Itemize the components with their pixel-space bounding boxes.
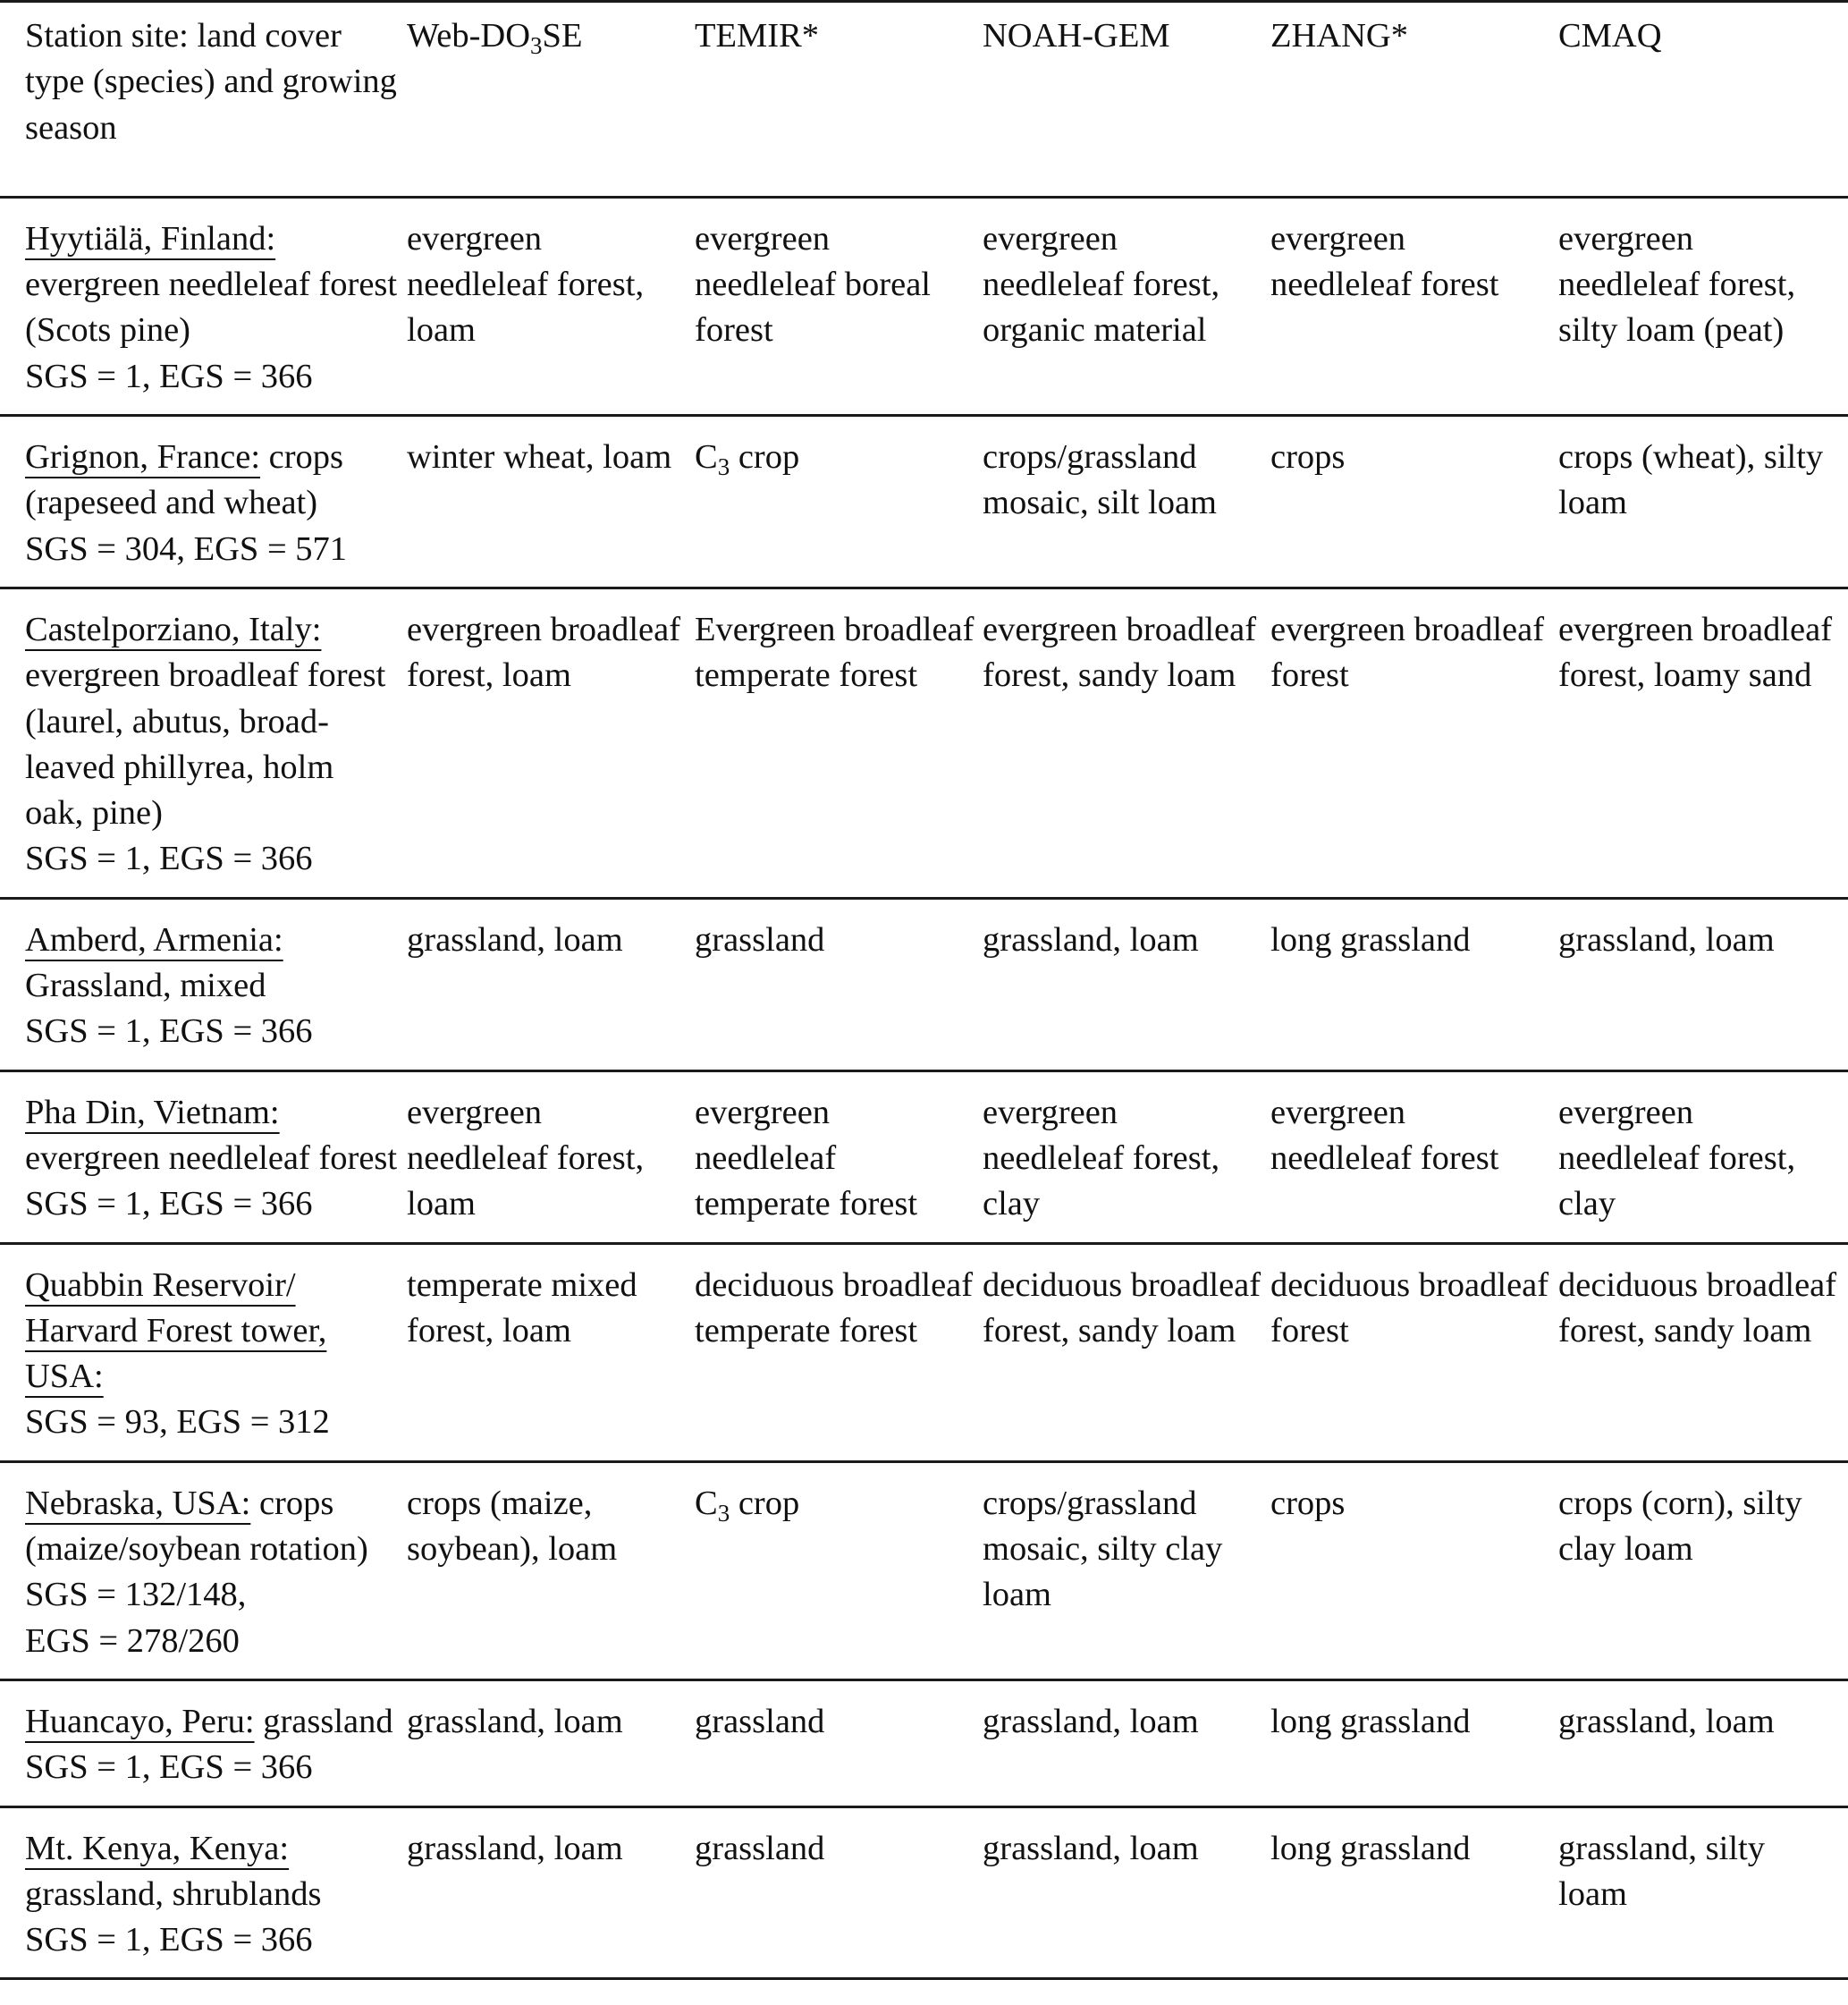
- station-site-cell: [0, 416, 407, 588]
- zhang-cell: evergreen needleleaf forest: [1270, 1093, 1499, 1177]
- header-cmaq: CMAQ: [1558, 17, 1662, 55]
- site-name: Hyytiälä, Finland:: [25, 219, 276, 258]
- site-name: Mt. Kenya, Kenya:: [25, 1829, 290, 1867]
- site-name: Amberd, Armenia:: [25, 920, 283, 959]
- header-web-do3se-subscript: 3: [530, 32, 543, 59]
- growing-season: SGS = 1, EGS = 366: [25, 1012, 313, 1051]
- zhang-cell: long grassland: [1270, 1829, 1471, 1867]
- station-site-cell: [0, 1070, 407, 1243]
- temir-cell: grassland: [695, 920, 825, 959]
- land-cover-description: grassland: [263, 1702, 393, 1740]
- station-site-cell: [0, 197, 407, 415]
- header-zhang: ZHANG*: [1270, 17, 1408, 55]
- cmaq-cell: evergreen needleleaf forest, clay: [1558, 1093, 1796, 1223]
- header-temir: TEMIR*: [695, 17, 820, 55]
- noah-gem-cell: evergreen needleleaf forest, clay: [983, 1093, 1220, 1223]
- header-station-site: Station site: land cover type (species) and growing season: [25, 17, 397, 147]
- zhang-cell: long grassland: [1270, 1702, 1471, 1740]
- zhang-cell: long grassland: [1270, 920, 1471, 959]
- web-do3se-cell: winter wheat, loam: [407, 438, 672, 477]
- temir-text-post: crop: [730, 1484, 800, 1522]
- cmaq-cell: grassland, silty loam: [1558, 1829, 1765, 1913]
- web-do3se-cell: grassland, loam: [407, 1702, 623, 1740]
- site-name: Pha Din, Vietnam:: [25, 1093, 280, 1131]
- table-row: [0, 1679, 1848, 1806]
- temir-cell: evergreen needleleaf boreal forest: [695, 219, 931, 350]
- header-web-do3se-post: SE: [542, 17, 583, 55]
- station-site-cell: [0, 588, 407, 898]
- growing-season: SGS = 1, EGS = 366: [25, 1921, 313, 1959]
- cmaq-cell: crops (corn), silty clay loam: [1558, 1484, 1802, 1569]
- growing-season: SGS = 1, EGS = 366: [25, 1185, 313, 1223]
- station-site-cell: [0, 1806, 407, 1979]
- noah-gem-cell: crops/grassland mosaic, silty clay loam: [983, 1484, 1223, 1614]
- table-body: [0, 197, 1848, 1979]
- land-cover-description: crops (maize/soybean rotation): [25, 1484, 368, 1569]
- zhang-cell: crops: [1270, 1484, 1346, 1522]
- table-row: [0, 588, 1848, 898]
- cmaq-cell: grassland, loam: [1558, 920, 1775, 959]
- header-noah-gem: NOAH-GEM: [983, 17, 1170, 55]
- temir-cell: Evergreen broadleaf temperate forest: [695, 610, 975, 695]
- growing-season: SGS = 132/148,: [25, 1576, 247, 1614]
- growing-season: SGS = 1, EGS = 366: [25, 840, 313, 878]
- noah-gem-cell: grassland, loam: [983, 920, 1199, 959]
- station-site-cell: [0, 1679, 407, 1806]
- growing-season: EGS = 278/260: [25, 1621, 240, 1660]
- web-do3se-cell: grassland, loam: [407, 1829, 623, 1867]
- site-name: Quabbin Reservoir/ Harvard Forest tower, USA:: [25, 1265, 327, 1396]
- web-do3se-cell: evergreen needleleaf forest, loam: [407, 219, 645, 350]
- growing-season: SGS = 1, EGS = 366: [25, 1748, 313, 1787]
- site-name: Huancayo, Peru:: [25, 1702, 255, 1740]
- noah-gem-cell: grassland, loam: [983, 1829, 1199, 1867]
- land-cover-description: evergreen needleleaf forest (Scots pine): [25, 266, 398, 350]
- growing-season: SGS = 304, EGS = 571: [25, 529, 348, 568]
- cmaq-cell: evergreen needleleaf forest, silty loam (peat): [1558, 219, 1796, 350]
- table-row: [0, 1461, 1848, 1679]
- noah-gem-cell: evergreen needleleaf forest, organic material: [983, 219, 1220, 350]
- cmaq-cell: grassland, loam: [1558, 1702, 1775, 1740]
- noah-gem-cell: grassland, loam: [983, 1702, 1199, 1740]
- land-cover-description: evergreen needleleaf forest: [25, 1138, 398, 1177]
- zhang-cell: evergreen needleleaf forest: [1270, 219, 1499, 304]
- web-do3se-cell: temperate mixed forest, loam: [407, 1265, 637, 1349]
- web-do3se-cell: evergreen needleleaf forest, loam: [407, 1093, 645, 1223]
- header-web-do3se: [407, 2, 695, 198]
- temir-subscript: 3: [717, 453, 730, 481]
- zhang-cell: crops: [1270, 438, 1346, 477]
- table-row: [0, 416, 1848, 588]
- table-row: [0, 1243, 1848, 1461]
- growing-season: SGS = 1, EGS = 366: [25, 357, 313, 395]
- temir-cell: [695, 416, 983, 588]
- growing-season: SGS = 93, EGS = 312: [25, 1403, 330, 1442]
- temir-cell: deciduous broadleaf temperate forest: [695, 1265, 974, 1349]
- noah-gem-cell: evergreen broadleaf forest, sandy loam: [983, 610, 1257, 695]
- cmaq-cell: deciduous broadleaf forest, sandy loam: [1558, 1265, 1837, 1349]
- site-name: Grignon, France:: [25, 438, 261, 477]
- site-name: Nebraska, USA:: [25, 1484, 251, 1522]
- web-do3se-cell: grassland, loam: [407, 920, 623, 959]
- cmaq-cell: crops (wheat), silty loam: [1558, 438, 1824, 522]
- table-header-row: [0, 2, 1848, 198]
- temir-cell: grassland: [695, 1702, 825, 1740]
- noah-gem-cell: deciduous broadleaf forest, sandy loam: [983, 1265, 1262, 1349]
- temir-text-post: crop: [730, 438, 800, 477]
- temir-subscript: 3: [717, 1499, 730, 1527]
- zhang-cell: deciduous broadleaf forest: [1270, 1265, 1549, 1349]
- temir-cell: [695, 1461, 983, 1679]
- land-cover-description: Grassland, mixed: [25, 967, 266, 1005]
- land-cover-description: evergreen broadleaf forest (laurel, abutus, broad-leaved phillyrea, holm oak, pine): [25, 656, 386, 833]
- zhang-cell: evergreen broadleaf forest: [1270, 610, 1545, 695]
- land-cover-description: grassland, shrublands: [25, 1874, 322, 1913]
- temir-cell: evergreen needleleaf temperate forest: [695, 1093, 918, 1223]
- land-cover-description: crops (rapeseed and wheat): [25, 438, 344, 522]
- table-row: [0, 1806, 1848, 1979]
- web-do3se-cell: crops (maize, soybean), loam: [407, 1484, 618, 1569]
- temir-text-pre: C: [695, 1484, 718, 1522]
- temir-text-pre: C: [695, 438, 718, 477]
- station-site-cell: [0, 1243, 407, 1461]
- site-name: Castelporziano, Italy:: [25, 610, 322, 648]
- temir-cell: grassland: [695, 1829, 825, 1867]
- station-site-cell: [0, 1461, 407, 1679]
- table-row: [0, 898, 1848, 1070]
- cmaq-cell: evergreen broadleaf forest, loamy sand: [1558, 610, 1833, 695]
- header-web-do3se-pre: Web-DO: [407, 17, 531, 55]
- noah-gem-cell: crops/grassland mosaic, silt loam: [983, 438, 1217, 522]
- table-row: [0, 1070, 1848, 1243]
- web-do3se-cell: evergreen broadleaf forest, loam: [407, 610, 681, 695]
- station-site-cell: [0, 898, 407, 1070]
- table-row: [0, 197, 1848, 415]
